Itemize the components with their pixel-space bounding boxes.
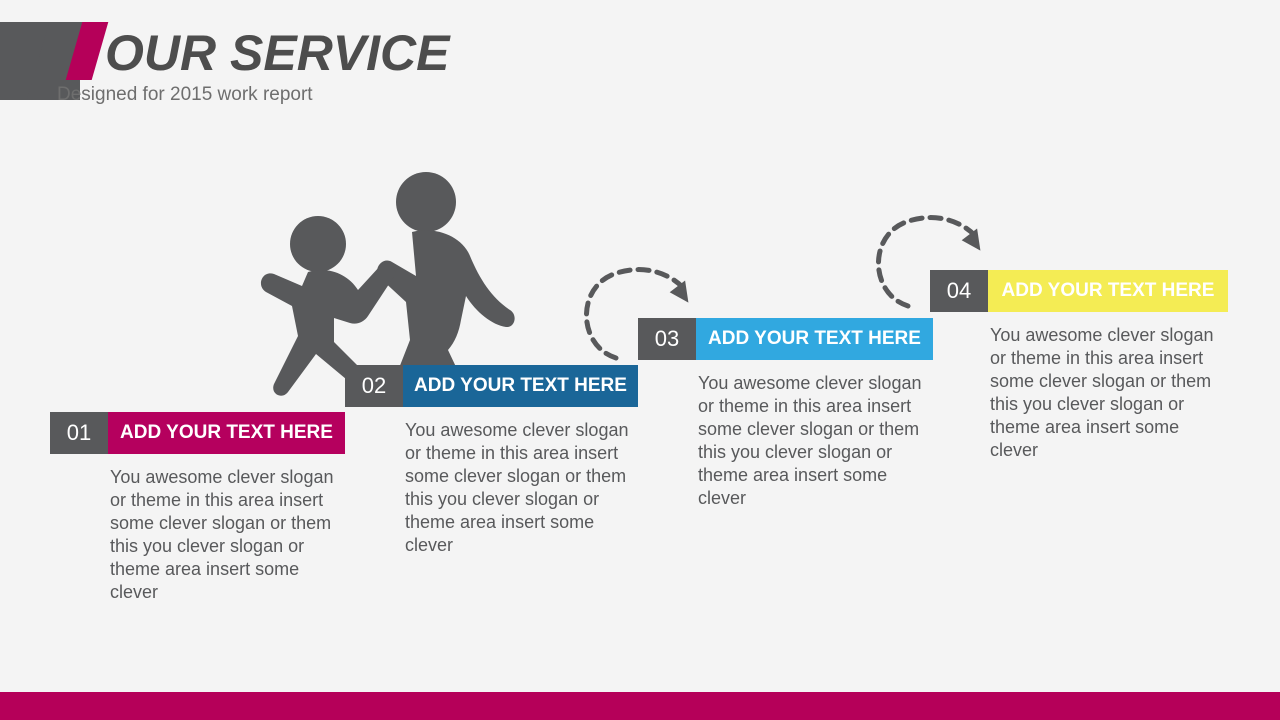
step-02-number: 02	[345, 365, 403, 407]
step-01-number: 01	[50, 412, 108, 454]
step-01-header[interactable]	[50, 412, 345, 454]
step-02-header[interactable]	[345, 365, 638, 407]
step-03[interactable]	[638, 318, 933, 510]
page-subtitle: Designed for 2015 work report	[57, 84, 313, 105]
step-02-label[interactable]: ADD YOUR TEXT HERE	[403, 365, 638, 407]
step-03-header[interactable]	[638, 318, 933, 360]
step-04-header[interactable]	[930, 270, 1228, 312]
step-02-body: You awesome clever slogan or theme in this area insert some clever slogan or them this you clever slogan or theme area insert some clever	[405, 420, 629, 555]
step-03-body: You awesome clever slogan or theme in this area insert some clever slogan or them this you clever slogan or theme area insert some clever	[698, 373, 922, 508]
step-04[interactable]	[930, 270, 1228, 462]
step-04-label[interactable]: ADD YOUR TEXT HERE	[988, 270, 1228, 312]
step-03-label[interactable]: ADD YOUR TEXT HERE	[696, 318, 933, 360]
footer-bar	[0, 692, 1280, 720]
step-01[interactable]	[50, 412, 345, 604]
step-04-body: You awesome clever slogan or theme in this area insert some clever slogan or them this you clever slogan or theme area insert some clever	[990, 325, 1214, 460]
step-02[interactable]	[345, 365, 638, 557]
step-01-body: You awesome clever slogan or theme in this area insert some clever slogan or them this you clever slogan or theme area insert some clever	[110, 467, 334, 602]
step-01-label[interactable]: ADD YOUR TEXT HERE	[108, 412, 345, 454]
step-04-number: 04	[930, 270, 988, 312]
step-03-number: 03	[638, 318, 696, 360]
page-title: OUR SERVICE	[105, 25, 450, 81]
